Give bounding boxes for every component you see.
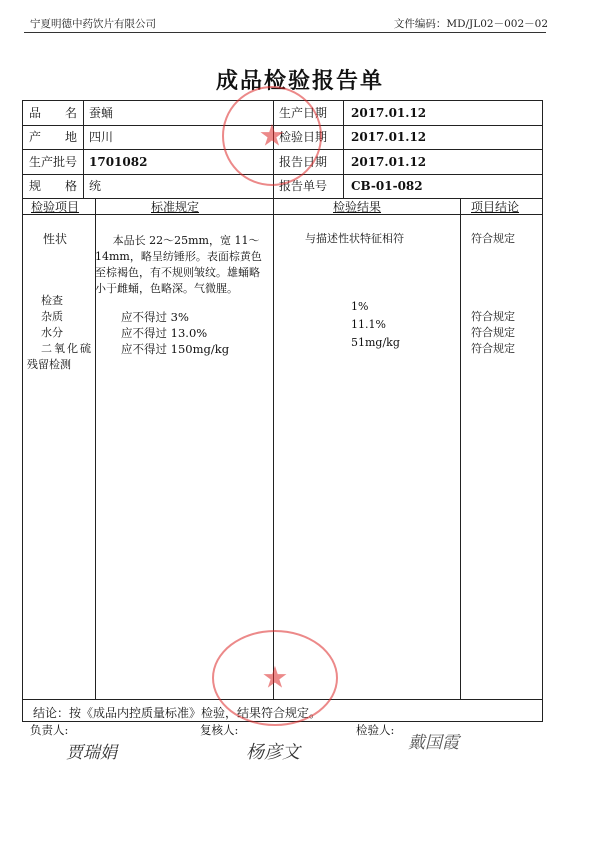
inspector-label: 检验人: (356, 723, 395, 737)
col-divider (83, 101, 84, 198)
report-title: 成品检验报告单 (215, 68, 384, 94)
company-name: 宁夏明德中药饮片有限公司 (30, 18, 156, 30)
label-production-date: 生产日期 (279, 106, 328, 120)
company-seal (212, 630, 338, 726)
value-report-number: CB-01-082 (351, 179, 423, 193)
value-product-name: 蚕蛹 (89, 106, 114, 120)
conclusion-xingzhuang: 符合规定 (471, 232, 515, 245)
value-specification: 统 (89, 179, 102, 193)
standard-impurity: 应不得过 3% (121, 310, 189, 324)
item-so2: 二氧化硫 (41, 342, 93, 355)
responsible-label: 负责人: (30, 723, 69, 737)
header-row-divider (23, 214, 542, 215)
item-so2-line2: 残留检测 (27, 358, 71, 371)
document-number: 文件编码：MD/JL02－002－02 (393, 18, 548, 30)
conclusion-moisture: 符合规定 (471, 326, 515, 339)
standard-moisture: 应不得过 13.0% (121, 326, 208, 340)
label-report-date: 报告日期 (279, 155, 328, 169)
standard-so2: 应不得过 150mg/kg (121, 342, 230, 356)
reviewer-signature: 杨彦文 (246, 742, 300, 763)
label-report-number: 报告单号 (279, 179, 328, 193)
reviewer-label: 复核人: (200, 723, 239, 737)
col-divider (343, 101, 344, 198)
inspection-seal (222, 86, 322, 186)
value-inspection-date: 2017.01.12 (351, 130, 427, 144)
label-specification: 规 格 (29, 179, 78, 193)
item-impurity: 杂质 (41, 310, 63, 323)
header-result: 检验结果 (333, 200, 382, 214)
header-divider (24, 32, 546, 33)
value-report-date: 2017.01.12 (351, 155, 427, 169)
col-divider (460, 198, 461, 699)
report-table (22, 100, 543, 722)
col-divider (273, 101, 274, 699)
result-xingzhuang: 与描述性状特征相符 (305, 232, 404, 245)
row-divider (23, 198, 542, 199)
conclusion-text: 结论：按《成品内控质量标准》检验，结果符合规定。 (33, 706, 322, 720)
result-moisture: 11.1% (351, 318, 386, 331)
conclusion-impurity: 符合规定 (471, 310, 515, 323)
header-test-item: 检验项目 (31, 200, 80, 214)
header-standard: 标准规定 (151, 200, 200, 214)
seal-star-icon: ★ (258, 118, 286, 154)
responsible-signature: 贾瑞娟 (66, 743, 117, 763)
seal-star-icon: ★ (261, 660, 289, 696)
label-product-name: 品 名 (29, 106, 78, 120)
page-header (0, 0, 600, 34)
result-impurity: 1% (351, 300, 369, 313)
result-so2: 51mg/kg (351, 336, 400, 349)
value-batch-number: 1701082 (89, 155, 148, 169)
label-inspection-date: 检验日期 (279, 130, 328, 144)
value-production-date: 2017.01.12 (351, 106, 427, 120)
header-conclusion: 项目结论 (471, 200, 520, 214)
item-jiancha: 检查 (41, 294, 63, 307)
value-origin: 四川 (89, 130, 114, 144)
label-origin: 产 地 (29, 130, 78, 144)
item-xingzhuang: 性状 (43, 232, 68, 246)
item-moisture: 水分 (41, 326, 63, 339)
inspector-signature: 戴国霞 (408, 733, 459, 753)
conclusion-so2: 符合规定 (471, 342, 515, 355)
label-batch-number: 生产批号 (29, 155, 78, 169)
standard-xingzhuang: 本品长 22～25mm，宽 11～14mm，略呈纺锤形。表面棕黄色至棕褐色，有不规则皱纹。雄蛹略小于雌蛹，色略深。气微腥。 (95, 234, 262, 295)
